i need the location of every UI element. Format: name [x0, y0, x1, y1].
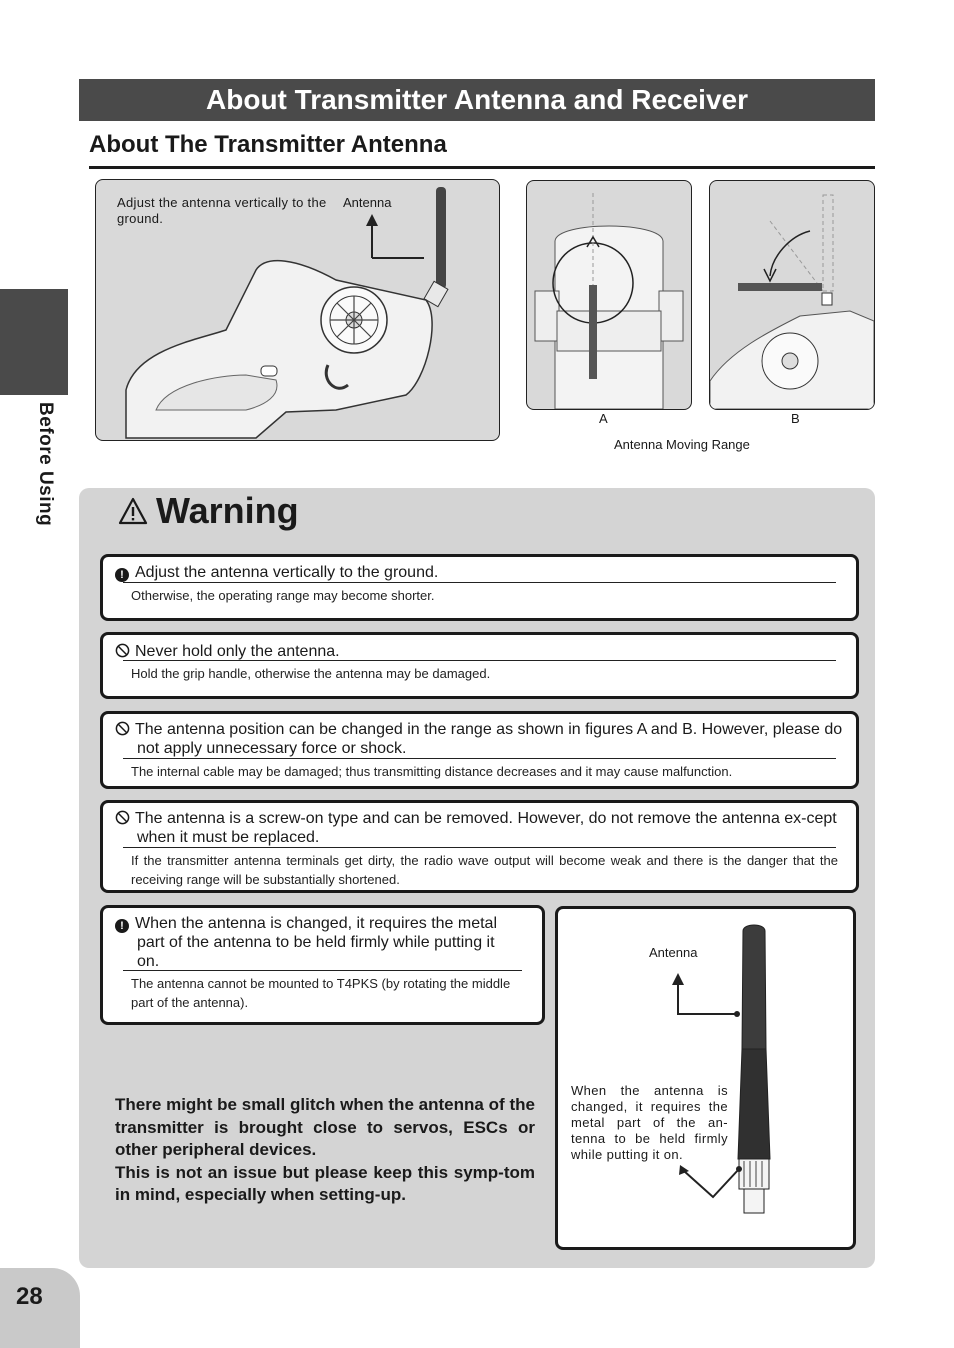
warning-item-sub: If the transmitter antenna terminals get dirty, the radio wave output will become weak and there is the danger that the receiving range will be substantially shortened.	[131, 853, 838, 887]
figure-a	[526, 180, 692, 410]
warning-icon	[118, 497, 148, 525]
item-rule	[123, 660, 836, 661]
section-heading: About The Transmitter Antenna	[89, 131, 447, 158]
warning-item-sub: Otherwise, the operating range may become shorter.	[131, 588, 435, 603]
figure-b	[709, 180, 875, 410]
glitch-note-line: There might be small glitch when the antenna of the transmitter is brought close to servos, ESCs or other peripheral devices.	[115, 1095, 535, 1159]
warning-item-sub: The internal cable may be damaged; thus transmitting distance decreases and it may cause malfunction.	[131, 764, 733, 779]
antenna-illustration	[558, 909, 853, 1247]
warning-title-text: Warning	[156, 490, 299, 531]
heading-rule	[89, 166, 875, 169]
figure-a-illustration	[527, 181, 691, 409]
figure-a-label: A	[599, 411, 608, 426]
antenna-label: Antenna	[649, 945, 698, 960]
antenna-figure-card	[555, 906, 856, 1250]
item-rule	[123, 582, 836, 583]
warning-item-main: When the antenna is changed, it requires the metal part of the antenna to be held firmly while putting it on.	[135, 915, 497, 970]
warning-item	[100, 905, 545, 1025]
warning-item	[100, 632, 859, 699]
warning-title	[118, 490, 299, 532]
mandatory-icon: !	[115, 568, 129, 582]
item-rule	[123, 970, 522, 971]
antenna-label: Antenna	[343, 195, 392, 210]
page-number: 28	[16, 1283, 43, 1310]
transmitter-figure	[95, 179, 500, 441]
warning-item	[100, 554, 859, 621]
figure-b-label: B	[791, 411, 800, 426]
warning-item-sub: Hold the grip handle, otherwise the antenna may be damaged.	[131, 666, 491, 681]
figure-b-illustration	[710, 181, 874, 409]
side-tab	[0, 289, 68, 395]
warning-item-main: The antenna is a screw-on type and can be removed. However, do not remove the antenna ex-cept when it must be replaced.	[135, 810, 837, 846]
warning-item-sub: The antenna cannot be mounted to T4PKS (by rotating the middle part of the antenna).	[131, 976, 511, 1010]
glitch-note	[115, 1094, 535, 1207]
prohibited-icon	[115, 643, 130, 658]
warning-item	[100, 711, 859, 789]
prohibited-icon	[115, 810, 130, 825]
warning-item	[100, 800, 859, 893]
item-rule	[123, 758, 836, 759]
prohibited-icon	[115, 721, 130, 736]
page-title: About Transmitter Antenna and Receiver	[79, 79, 875, 121]
warning-item-main: Adjust the antenna vertically to the ground.	[135, 564, 439, 581]
glitch-note-line: This is not an issue but please keep this symp-tom in mind, especially when setting-up.	[115, 1162, 535, 1204]
range-caption: Antenna Moving Range	[614, 437, 750, 452]
figure-caption: Adjust the antenna vertically to the ground.	[117, 195, 327, 226]
warning-item-main: The antenna position can be changed in the range as shown in figures A and B. However, please do not apply unnecessary force or shock.	[135, 721, 843, 757]
side-tab-label: Before Using	[35, 402, 56, 527]
item-rule	[123, 847, 836, 848]
antenna-caption: When the antenna is changed, it requires the metal part of the an-tenna to be held firmly while putting it on.	[571, 1083, 728, 1162]
warning-item-main: Never hold only the antenna.	[135, 643, 340, 660]
mandatory-icon: !	[115, 919, 129, 933]
